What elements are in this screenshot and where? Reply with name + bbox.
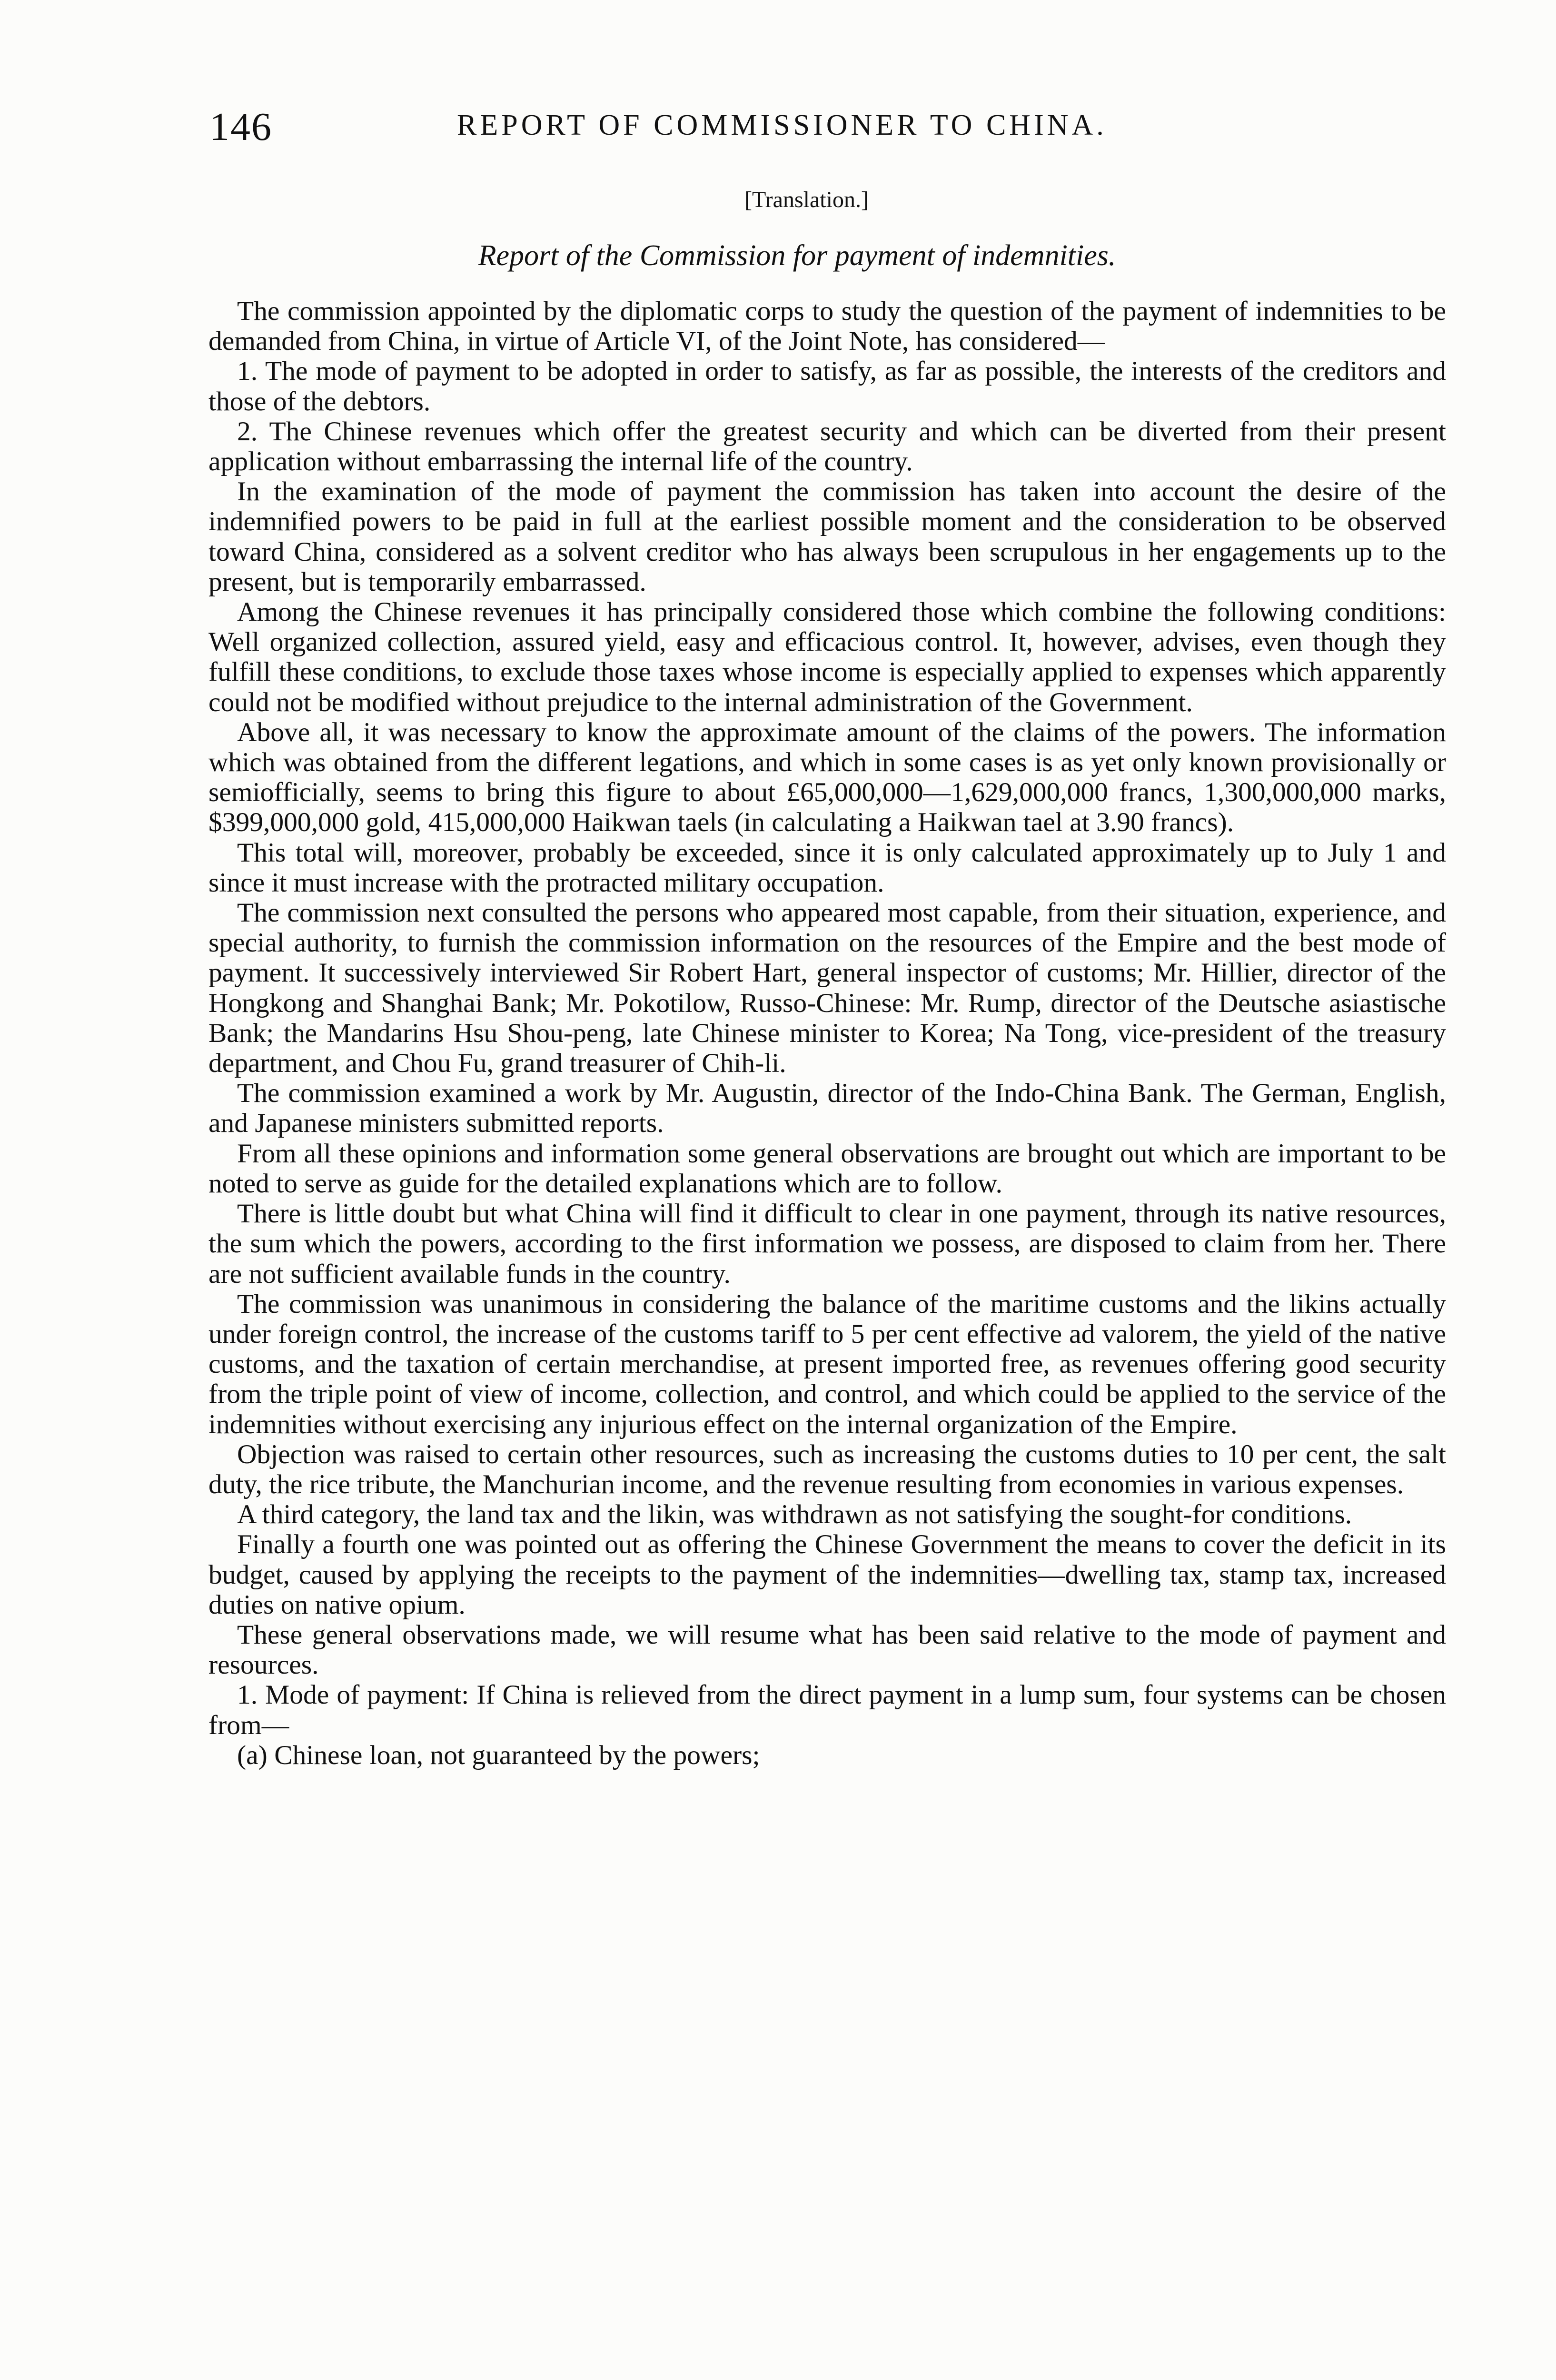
paragraph: 1. Mode of payment: If China is relieved from the direct payment in a lump sum, four systems can be chosen from—	[208, 1680, 1446, 1740]
paragraph: In the examination of the mode of payment the commission has taken into account the desire of the indemnified powers to be paid in full at the earliest possible moment and the consideration to be observed toward China, considered as a solvent creditor who has always been scrupulous in her engagements up to the present, but is temporarily embarrassed.	[208, 476, 1446, 597]
paragraph: This total will, moreover, probably be exceeded, since it is only calculated approximately up to July 1 and since it must increase with the protracted military occupation.	[208, 837, 1446, 898]
paragraph: The commission next consulted the persons who appeared most capable, from their situation, experience, and special authority, to furnish the commission information on the resources of the Empire and the best mode of payment. It successively interviewed Sir Robert Hart, general inspector of customs; Mr. Hillier, director of the Hongkong and Shanghai Bank; Mr. Pokotilow, Russo-Chinese: Mr. Rump, director of the Deutsche asiastische Bank; the Mandarins Hsu Shou-peng, late Chinese minister to Korea; Na Tong, vice-president of the treasury department, and Chou Fu, grand treasurer of Chih-li.	[208, 898, 1446, 1079]
paragraph: A third category, the land tax and the likin, was withdrawn as not satisfying the sought-for conditions.	[237, 1499, 1352, 1530]
paragraph: Among the Chinese revenues it has principally considered those which combine the following conditions: Well organized collection, assured yield, easy and efficacious control. It, however, advises, even though they fulfill these conditions, to exclude those taxes whose income is especially applied to expenses which apparently could not be modified without prejudice to the internal administration of the Government.	[208, 597, 1446, 717]
paragraph: 2. The Chinese revenues which offer the greatest security and which can be diverted from their present application without embarrassing the internal life of the country.	[208, 416, 1446, 477]
paragraph: Finally a fourth one was pointed out as offering the Chinese Government the means to cover the deficit in its budget, caused by applying the receipts to the payment of the indemnities—dwelling tax, stamp tax, increased duties on native opium.	[208, 1529, 1446, 1620]
paragraph: The commission examined a work by Mr. Augustin, director of the Indo-China Bank. The German, English, and Japanese ministers submitted reports.	[208, 1078, 1446, 1139]
page-number: 146	[209, 105, 272, 149]
running-title: REPORT OF COMMISSIONER TO CHINA.	[457, 109, 1107, 141]
running-head	[209, 104, 1447, 156]
translation-note: [Translation.]	[744, 187, 869, 212]
paragraph: The commission was unanimous in considering the balance of the maritime customs and the likins actually under foreign control, the increase of the customs tariff to 5 per cent effective ad valorem, the yield of the native customs, and the taxation of certain merchandise, at present imported free, as revenues offering good security from the triple point of view of income, collection, and control, and which could be applied to the service of the indemnities without exercising any injurious effect on the internal organization of the Empire.	[208, 1289, 1446, 1439]
paragraph: There is little doubt but what China will find it difficult to clear in one payment, through its native resources, the sum which the powers, according to the first information we possess, are disposed to claim from her. There are not sufficient available funds in the country.	[208, 1199, 1446, 1289]
body-text	[208, 296, 1446, 1770]
paragraph: From all these opinions and information some general observations are brought out which are important to be noted to serve as guide for the detailed explanations which are to follow.	[208, 1138, 1446, 1199]
paragraph: The commission appointed by the diplomatic corps to study the question of the payment of indemnities to be demanded from China, in virtue of Article VI, of the Joint Note, has considered—	[208, 296, 1446, 357]
paragraph: Objection was raised to certain other resources, such as increasing the customs duties to 10 per cent, the salt duty, the rice tribute, the Manchurian income, and the revenue resulting from economies in various expenses.	[208, 1439, 1446, 1499]
paragraph: (a) Chinese loan, not guaranteed by the powers;	[237, 1740, 760, 1770]
paragraph: 1. The mode of payment to be adopted in order to satisfy, as far as possible, the interests of the creditors and those of the debtors.	[208, 356, 1446, 416]
paragraph: Above all, it was necessary to know the approximate amount of the claims of the powers. The information which was obtained from the different legations, and which in some cases is as yet only known provisionally or semiofficially, seems to bring this figure to about £65,000,000—1,629,000,000 francs, 1,300,000,000 marks, $399,000,000 gold, 415,000,000 Haikwan taels (in calculating a Haikwan tael at 3.90 francs).	[208, 717, 1446, 838]
paragraph: These general observations made, we will resume what has been said relative to the mode of payment and resources.	[208, 1619, 1446, 1680]
document-title: Report of the Commission for payment of indemnities.	[478, 239, 1116, 272]
